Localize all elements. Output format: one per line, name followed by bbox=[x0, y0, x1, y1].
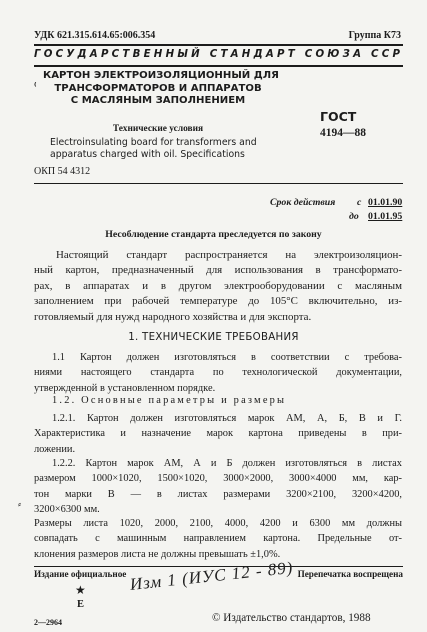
document-subtitle: Технические условия bbox=[112, 124, 204, 134]
copyright: © Издательство стандартов, 1988 bbox=[212, 612, 371, 624]
edition-letter: Е bbox=[77, 599, 85, 610]
title-line: ТРАНСФОРМАТОРОВ И АППАРАТОВ bbox=[54, 82, 262, 94]
paragraph-line: ный картон, предназначенный для использования в трансформато- bbox=[34, 264, 402, 277]
paragraph-line: заполнением при рабочей температуре до 105°С включительно, из- bbox=[34, 295, 402, 308]
paragraph-line: 1.2.2. Картон марок АМ, А и Б должен изготовляться в листах bbox=[52, 458, 402, 469]
paragraph-line: размером 1000×1020, 1500×1020, 3000×2000, 3000×4000 мм, кар- bbox=[34, 473, 402, 485]
reprint-prohibited: Перепечатка воспрещена bbox=[297, 569, 403, 579]
paragraph-line: Характеристика и назначение марок картона приведены в при- bbox=[34, 428, 402, 440]
section-title: 1. ТЕХНИЧЕСКИЕ ТРЕБОВАНИЯ bbox=[128, 332, 299, 343]
paragraph-line: готовляемый для нужд народного хозяйства и для экспорта. bbox=[34, 310, 312, 323]
standard-banner: ГОСУДАРСТВЕННЫЙ СТАНДАРТ СОЮЗА ССР bbox=[34, 49, 404, 60]
sizes-paragraph bbox=[34, 516, 402, 562]
gost-label: ГОСТ bbox=[320, 109, 357, 124]
handwritten-amendment: Изм 1 (ИУС 12 - 89) bbox=[128, 557, 295, 594]
validity-from-date: 01.01.90 bbox=[368, 197, 403, 208]
title-line: КАРТОН ЭЛЕКТРОИЗОЛЯЦИОННЫЙ ДЛЯ bbox=[43, 70, 279, 81]
document-title bbox=[43, 70, 279, 108]
title-line: С МАСЛЯНЫМ ЗАПОЛНЕНИЕМ bbox=[70, 95, 246, 106]
paragraph-line: тон марки В — в листах размерами 3200×2100, 3200×4200, bbox=[34, 488, 402, 500]
star-icon: ★ bbox=[75, 583, 86, 597]
paragraph-line: утвержденной в установленном порядке. bbox=[34, 382, 216, 394]
paragraph-line: 3200×6300 мм. bbox=[34, 504, 100, 516]
official-edition: Издание официальное bbox=[34, 569, 127, 579]
legal-warning: Несоблюдение стандарта преследуется по закону bbox=[105, 229, 322, 240]
paragraph-line: клонения размеров листа не должны превышать ±1,0%. bbox=[34, 548, 281, 560]
english-title-line: apparatus charged with oil. Specifications bbox=[50, 148, 245, 160]
validity-label: Срок действия bbox=[270, 197, 336, 208]
paragraph-line: ложении. bbox=[34, 443, 76, 455]
paragraph-line: Размеры листа 1020, 2000, 2100, 4000, 4200 и 6300 мм должны bbox=[34, 518, 402, 529]
intro-paragraph bbox=[34, 248, 402, 325]
gost-number: 4194—88 bbox=[320, 127, 366, 139]
title-block bbox=[34, 70, 284, 166]
paragraph-line: 1.2.1. Картон должен изготовляться марок АМ, А, Б, В и Г. bbox=[52, 413, 402, 424]
clause-1-2-text: 1.2. Основные параметры и размеры bbox=[52, 395, 287, 406]
clause-1-1 bbox=[34, 350, 402, 396]
validity-from-prefix: с bbox=[357, 197, 362, 208]
group-code: Группа К73 bbox=[348, 30, 401, 41]
margin-tick-mark: ⸗ bbox=[18, 500, 21, 510]
clause-1-2-2 bbox=[34, 456, 402, 518]
title-block-rule bbox=[34, 183, 403, 184]
english-title bbox=[50, 137, 257, 160]
okp-code: ОКП 54 4312 bbox=[34, 166, 91, 177]
validity-to-date: 01.01.95 bbox=[368, 211, 403, 222]
validity-to-prefix: до bbox=[349, 211, 359, 222]
margin-mark: ⁽ bbox=[34, 82, 37, 92]
paragraph-line: 1.1 Картон должен изготовляться в соответствии с требова- bbox=[52, 352, 402, 363]
header-rule-bottom bbox=[34, 65, 403, 67]
print-code: 2—2964 bbox=[34, 618, 62, 627]
clause-1-2-heading bbox=[52, 395, 286, 406]
clause-1-2-1 bbox=[34, 411, 402, 457]
udc-code: УДК 621.315.614.65:006.354 bbox=[34, 30, 156, 41]
english-title-line: Electroinsulating board for transformers and bbox=[50, 137, 257, 148]
paragraph-line: рах, в аппаратах и в другом электрооборудовании с масляным bbox=[34, 279, 402, 292]
header-rule-top bbox=[34, 44, 403, 46]
paragraph-line: Настоящий стандарт распространяется на электроизоляцион- bbox=[56, 249, 402, 261]
paragraph-line: совпадать с машинным направлением картона. Предельные от- bbox=[34, 533, 402, 545]
paragraph-line: ниями настоящего стандарта по технологической документации, bbox=[34, 367, 402, 379]
